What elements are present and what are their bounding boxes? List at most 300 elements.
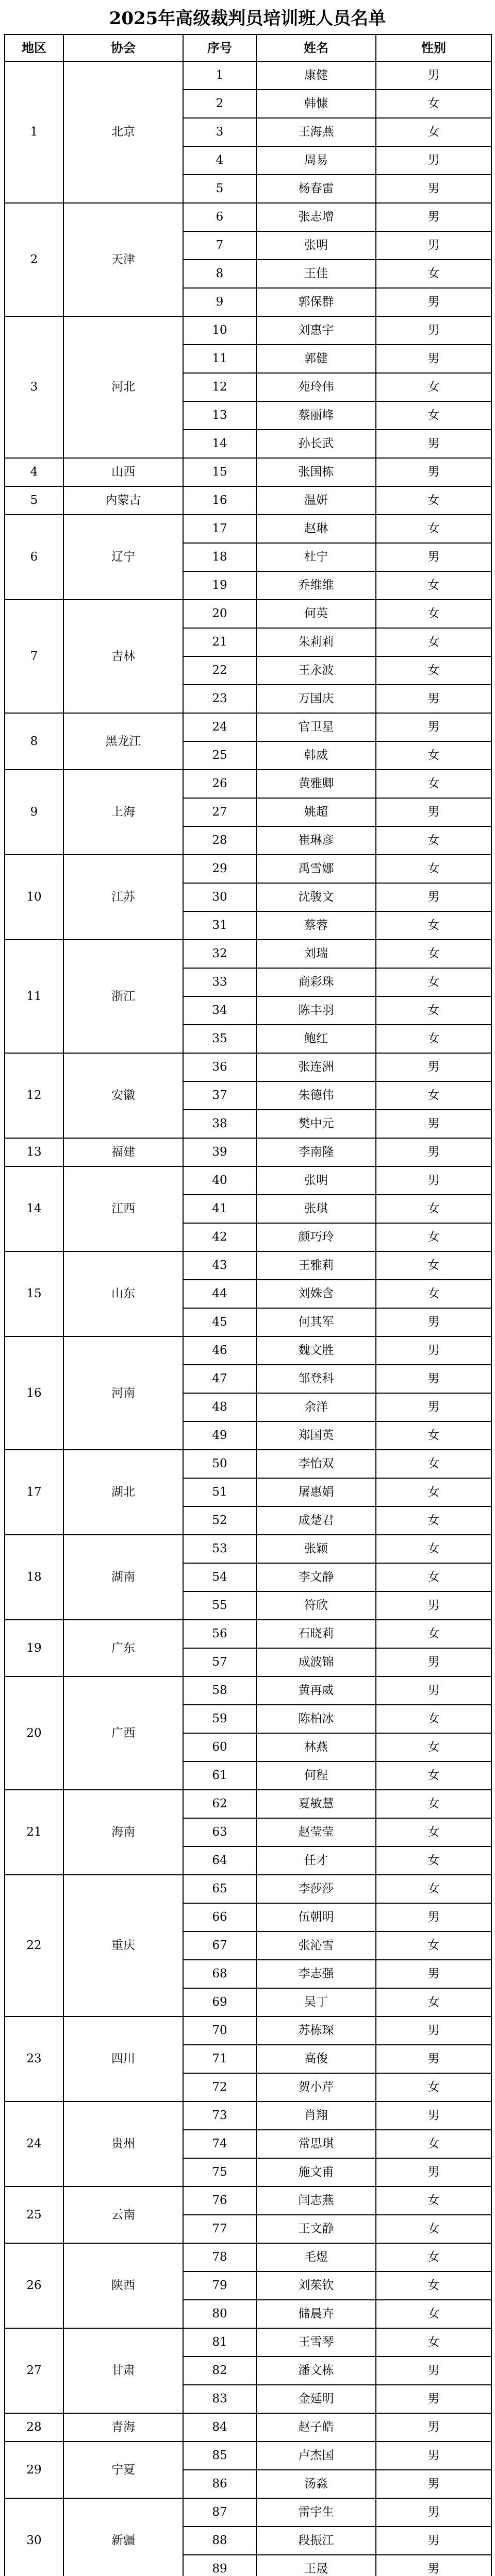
region-cell: 8 (5, 713, 63, 770)
number-cell: 84 (183, 2413, 256, 2442)
name-cell: 郑国英 (256, 1421, 376, 1450)
name-cell: 樊中元 (256, 1110, 376, 1138)
number-cell: 44 (183, 1280, 256, 1308)
number-cell: 89 (183, 2555, 256, 2576)
gender-cell: 女 (376, 628, 491, 656)
number-cell: 34 (183, 996, 256, 1025)
gender-cell: 男 (376, 430, 491, 458)
association-cell: 湖北 (63, 1450, 183, 1535)
number-cell: 76 (183, 2187, 256, 2215)
name-cell: 张明 (256, 1166, 376, 1195)
association-cell: 吉林 (63, 600, 183, 713)
name-cell: 张琪 (256, 1195, 376, 1223)
number-cell: 31 (183, 911, 256, 940)
number-cell: 39 (183, 1138, 256, 1166)
number-cell: 80 (183, 2300, 256, 2328)
number-cell: 42 (183, 1223, 256, 1251)
number-cell: 85 (183, 2442, 256, 2470)
number-cell: 71 (183, 2045, 256, 2073)
gender-cell: 女 (376, 2328, 491, 2357)
name-cell: 沈骏文 (256, 883, 376, 911)
gender-cell: 女 (376, 1875, 491, 1903)
number-cell: 68 (183, 1960, 256, 1988)
name-cell: 苑玲伟 (256, 373, 376, 401)
name-cell: 李文静 (256, 1563, 376, 1591)
gender-cell: 男 (376, 2158, 491, 2187)
region-cell: 26 (5, 2243, 63, 2328)
name-cell: 黄再威 (256, 1676, 376, 1705)
gender-cell: 男 (376, 1138, 491, 1166)
header-name: 姓名 (256, 35, 376, 61)
number-cell: 88 (183, 2527, 256, 2555)
number-cell: 2 (183, 90, 256, 118)
association-cell: 山西 (63, 458, 183, 486)
name-cell: 金延明 (256, 2385, 376, 2413)
gender-cell: 女 (376, 911, 491, 940)
gender-cell: 男 (376, 345, 491, 373)
region-cell: 22 (5, 1875, 63, 2016)
region-cell: 14 (5, 1166, 63, 1251)
gender-cell: 女 (376, 1421, 491, 1450)
number-cell: 43 (183, 1251, 256, 1280)
number-cell: 45 (183, 1308, 256, 1336)
name-cell: 施文甫 (256, 2158, 376, 2187)
gender-cell: 女 (376, 515, 491, 543)
gender-cell: 女 (376, 2243, 491, 2272)
gender-cell: 女 (376, 571, 491, 600)
gender-cell: 女 (376, 1620, 491, 1648)
association-cell: 安徽 (63, 1053, 183, 1138)
name-cell: 王雅莉 (256, 1251, 376, 1280)
region-cell: 19 (5, 1620, 63, 1676)
name-cell: 鲍红 (256, 1025, 376, 1053)
name-cell: 朱莉莉 (256, 628, 376, 656)
number-cell: 47 (183, 1365, 256, 1393)
name-cell: 赵莹莹 (256, 1818, 376, 1846)
gender-cell: 男 (376, 1110, 491, 1138)
gender-cell: 男 (376, 1336, 491, 1365)
gender-cell: 男 (376, 2102, 491, 2130)
name-cell: 何英 (256, 600, 376, 628)
gender-cell: 女 (376, 2215, 491, 2243)
gender-cell: 男 (376, 175, 491, 203)
gender-cell: 男 (376, 2016, 491, 2045)
number-cell: 14 (183, 430, 256, 458)
name-cell: 肖翔 (256, 2102, 376, 2130)
number-cell: 77 (183, 2215, 256, 2243)
number-cell: 52 (183, 1506, 256, 1535)
name-cell: 乔维维 (256, 571, 376, 600)
name-cell: 成波锦 (256, 1648, 376, 1676)
table-row (5, 770, 491, 798)
name-cell: 郭健 (256, 345, 376, 373)
association-cell: 四川 (63, 2016, 183, 2102)
name-cell: 康健 (256, 61, 376, 90)
gender-cell: 女 (376, 1761, 491, 1790)
number-cell: 78 (183, 2243, 256, 2272)
region-cell: 7 (5, 600, 63, 713)
number-cell: 57 (183, 1648, 256, 1676)
number-cell: 27 (183, 798, 256, 826)
table-row (5, 1053, 491, 1081)
number-cell: 61 (183, 1761, 256, 1790)
gender-cell: 男 (376, 2357, 491, 2385)
region-cell: 20 (5, 1676, 63, 1790)
gender-cell: 女 (376, 1818, 491, 1846)
name-cell: 刘惠宇 (256, 316, 376, 345)
table-row (5, 940, 491, 968)
number-cell: 65 (183, 1875, 256, 1903)
number-cell: 69 (183, 1988, 256, 2016)
table-body (5, 61, 491, 2576)
number-cell: 35 (183, 1025, 256, 1053)
gender-cell: 男 (376, 2442, 491, 2470)
number-cell: 26 (183, 770, 256, 798)
name-cell: 任才 (256, 1846, 376, 1875)
table-row (5, 2243, 491, 2272)
name-cell: 赵琳 (256, 515, 376, 543)
name-cell: 林燕 (256, 1733, 376, 1761)
gender-cell: 男 (376, 2385, 491, 2413)
gender-cell: 男 (376, 2498, 491, 2527)
gender-cell: 女 (376, 2073, 491, 2102)
name-cell: 余洋 (256, 1393, 376, 1421)
table-row (5, 203, 491, 231)
number-cell: 7 (183, 231, 256, 260)
gender-cell: 男 (376, 543, 491, 571)
table-row (5, 713, 491, 741)
number-cell: 50 (183, 1450, 256, 1478)
number-cell: 25 (183, 741, 256, 770)
association-cell: 贵州 (63, 2102, 183, 2187)
gender-cell: 女 (376, 260, 491, 288)
table-row (5, 2187, 491, 2215)
association-cell: 河南 (63, 1336, 183, 1450)
number-cell: 10 (183, 316, 256, 345)
number-cell: 37 (183, 1081, 256, 1110)
association-cell: 广西 (63, 1676, 183, 1790)
number-cell: 29 (183, 855, 256, 883)
page-title: 2025年高级裁判员培训班人员名单 (109, 8, 386, 29)
gender-cell: 女 (376, 1025, 491, 1053)
table-header-row (5, 35, 491, 61)
gender-cell: 男 (376, 883, 491, 911)
name-cell: 李南隆 (256, 1138, 376, 1166)
association-cell: 内蒙古 (63, 486, 183, 515)
number-cell: 56 (183, 1620, 256, 1648)
number-cell: 49 (183, 1421, 256, 1450)
association-cell: 河北 (63, 316, 183, 458)
name-cell: 张连洲 (256, 1053, 376, 1081)
region-cell: 17 (5, 1450, 63, 1535)
name-cell: 黄雅卿 (256, 770, 376, 798)
number-cell: 28 (183, 826, 256, 855)
table-row (5, 2102, 491, 2130)
number-cell: 23 (183, 685, 256, 713)
region-cell: 6 (5, 515, 63, 600)
region-cell: 15 (5, 1251, 63, 1336)
name-cell: 万国庆 (256, 685, 376, 713)
gender-cell: 女 (376, 1081, 491, 1110)
gender-cell: 女 (376, 940, 491, 968)
number-cell: 86 (183, 2470, 256, 2498)
number-cell: 36 (183, 1053, 256, 1081)
region-cell: 29 (5, 2442, 63, 2498)
gender-cell: 女 (376, 1988, 491, 2016)
number-cell: 18 (183, 543, 256, 571)
gender-cell: 男 (376, 146, 491, 175)
table-row (5, 600, 491, 628)
name-cell: 官卫星 (256, 713, 376, 741)
number-cell: 4 (183, 146, 256, 175)
name-cell: 贺小芹 (256, 2073, 376, 2102)
name-cell: 孙长武 (256, 430, 376, 458)
name-cell: 高俊 (256, 2045, 376, 2073)
gender-cell: 女 (376, 2130, 491, 2158)
name-cell: 王文静 (256, 2215, 376, 2243)
number-cell: 72 (183, 2073, 256, 2102)
name-cell: 郭保群 (256, 288, 376, 316)
association-cell: 宁夏 (63, 2442, 183, 2498)
name-cell: 吴丁 (256, 1988, 376, 2016)
gender-cell: 女 (376, 600, 491, 628)
table-row (5, 2413, 491, 2442)
name-cell: 韩威 (256, 741, 376, 770)
gender-cell: 男 (376, 203, 491, 231)
header-region: 地区 (5, 35, 63, 61)
region-cell: 16 (5, 1336, 63, 1450)
region-cell: 10 (5, 855, 63, 940)
table-row (5, 515, 491, 543)
gender-cell: 男 (376, 1308, 491, 1336)
region-cell: 25 (5, 2187, 63, 2243)
gender-cell: 男 (376, 231, 491, 260)
name-cell: 温妍 (256, 486, 376, 515)
gender-cell: 女 (376, 826, 491, 855)
table-row (5, 2498, 491, 2527)
gender-cell: 女 (376, 855, 491, 883)
gender-cell: 女 (376, 770, 491, 798)
gender-cell: 女 (376, 1450, 491, 1478)
name-cell: 李志强 (256, 1960, 376, 1988)
number-cell: 41 (183, 1195, 256, 1223)
table-row (5, 1620, 491, 1648)
region-cell: 13 (5, 1138, 63, 1166)
header-number: 序号 (183, 35, 256, 61)
name-cell: 蔡蓉 (256, 911, 376, 940)
name-cell: 王雪琴 (256, 2328, 376, 2357)
number-cell: 16 (183, 486, 256, 515)
name-cell: 何程 (256, 1761, 376, 1790)
name-cell: 苏栋琛 (256, 2016, 376, 2045)
gender-cell: 男 (376, 685, 491, 713)
name-cell: 商彩珠 (256, 968, 376, 996)
region-cell: 21 (5, 1790, 63, 1875)
table-row (5, 1251, 491, 1280)
name-cell: 张沁雪 (256, 1931, 376, 1960)
gender-cell: 女 (376, 2272, 491, 2300)
table-row (5, 458, 491, 486)
gender-cell: 女 (376, 1280, 491, 1308)
name-cell: 陈丰羽 (256, 996, 376, 1025)
region-cell: 24 (5, 2102, 63, 2187)
name-cell: 禹雪娜 (256, 855, 376, 883)
association-cell: 天津 (63, 203, 183, 316)
table-row (5, 61, 491, 90)
name-cell: 李莎莎 (256, 1875, 376, 1903)
name-cell: 蔡丽峰 (256, 401, 376, 430)
number-cell: 30 (183, 883, 256, 911)
gender-cell: 男 (376, 2470, 491, 2498)
number-cell: 9 (183, 288, 256, 316)
number-cell: 24 (183, 713, 256, 741)
association-cell: 陕西 (63, 2243, 183, 2328)
table-row (5, 1535, 491, 1563)
name-cell: 屠惠娟 (256, 1478, 376, 1506)
gender-cell: 男 (376, 1365, 491, 1393)
number-cell: 19 (183, 571, 256, 600)
number-cell: 20 (183, 600, 256, 628)
number-cell: 32 (183, 940, 256, 968)
association-cell: 北京 (63, 61, 183, 203)
gender-cell: 男 (376, 1166, 491, 1195)
table-row (5, 1166, 491, 1195)
gender-cell: 男 (376, 1903, 491, 1931)
number-cell: 58 (183, 1676, 256, 1705)
region-cell: 30 (5, 2498, 63, 2576)
region-cell: 2 (5, 203, 63, 316)
gender-cell: 男 (376, 798, 491, 826)
number-cell: 70 (183, 2016, 256, 2045)
table-row (5, 1336, 491, 1365)
gender-cell: 女 (376, 1251, 491, 1280)
gender-cell: 女 (376, 741, 491, 770)
region-cell: 28 (5, 2413, 63, 2442)
region-cell: 12 (5, 1053, 63, 1138)
number-cell: 73 (183, 2102, 256, 2130)
gender-cell: 女 (376, 1931, 491, 1960)
region-cell: 4 (5, 458, 63, 486)
gender-cell: 男 (376, 1960, 491, 1988)
name-cell: 夏敏慧 (256, 1790, 376, 1818)
gender-cell: 男 (376, 1053, 491, 1081)
region-cell: 18 (5, 1535, 63, 1620)
name-cell: 王晟 (256, 2555, 376, 2576)
name-cell: 何其军 (256, 1308, 376, 1336)
region-cell: 5 (5, 486, 63, 515)
gender-cell: 男 (376, 1676, 491, 1705)
number-cell: 81 (183, 2328, 256, 2357)
number-cell: 5 (183, 175, 256, 203)
name-cell: 刘茱钦 (256, 2272, 376, 2300)
association-cell: 江苏 (63, 855, 183, 940)
association-cell: 浙江 (63, 940, 183, 1053)
number-cell: 6 (183, 203, 256, 231)
gender-cell: 男 (376, 316, 491, 345)
header-gender: 性别 (376, 35, 491, 61)
gender-cell: 女 (376, 1733, 491, 1761)
region-cell: 1 (5, 61, 63, 203)
name-cell: 王海燕 (256, 118, 376, 146)
gender-cell: 女 (376, 1506, 491, 1535)
name-cell: 刘瑞 (256, 940, 376, 968)
name-cell: 韩慷 (256, 90, 376, 118)
gender-cell: 女 (376, 1535, 491, 1563)
number-cell: 13 (183, 401, 256, 430)
number-cell: 83 (183, 2385, 256, 2413)
gender-cell: 女 (376, 2187, 491, 2215)
gender-cell: 男 (376, 1393, 491, 1421)
name-cell: 石晓莉 (256, 1620, 376, 1648)
name-cell: 魏文胜 (256, 1336, 376, 1365)
association-cell: 湖南 (63, 1535, 183, 1620)
name-cell: 卢杰国 (256, 2442, 376, 2470)
gender-cell: 女 (376, 1846, 491, 1875)
gender-cell: 女 (376, 996, 491, 1025)
name-cell: 颜巧玲 (256, 1223, 376, 1251)
table-row (5, 1138, 491, 1166)
number-cell: 8 (183, 260, 256, 288)
name-cell: 成楚君 (256, 1506, 376, 1535)
association-cell: 辽宁 (63, 515, 183, 600)
gender-cell: 女 (376, 1195, 491, 1223)
number-cell: 3 (183, 118, 256, 146)
number-cell: 11 (183, 345, 256, 373)
name-cell: 汤淼 (256, 2470, 376, 2498)
number-cell: 12 (183, 373, 256, 401)
number-cell: 15 (183, 458, 256, 486)
number-cell: 38 (183, 1110, 256, 1138)
gender-cell: 女 (376, 1563, 491, 1591)
number-cell: 21 (183, 628, 256, 656)
name-cell: 常思琪 (256, 2130, 376, 2158)
number-cell: 75 (183, 2158, 256, 2187)
association-cell: 山东 (63, 1251, 183, 1336)
region-cell: 27 (5, 2328, 63, 2413)
name-cell: 张国栋 (256, 458, 376, 486)
name-cell: 刘姝含 (256, 1280, 376, 1308)
name-cell: 陈柏冰 (256, 1705, 376, 1733)
region-cell: 3 (5, 316, 63, 458)
association-cell: 上海 (63, 770, 183, 855)
number-cell: 33 (183, 968, 256, 996)
gender-cell: 女 (376, 373, 491, 401)
name-cell: 段振江 (256, 2527, 376, 2555)
gender-cell: 男 (376, 2555, 491, 2576)
number-cell: 1 (183, 61, 256, 90)
number-cell: 66 (183, 1903, 256, 1931)
name-cell: 杜宁 (256, 543, 376, 571)
region-cell: 9 (5, 770, 63, 855)
number-cell: 64 (183, 1846, 256, 1875)
association-cell: 海南 (63, 1790, 183, 1875)
name-cell: 朱德伟 (256, 1081, 376, 1110)
name-cell: 毛煜 (256, 2243, 376, 2272)
association-cell: 新疆 (63, 2498, 183, 2576)
table-row (5, 2016, 491, 2045)
number-cell: 40 (183, 1166, 256, 1195)
gender-cell: 男 (376, 2413, 491, 2442)
name-cell: 王永波 (256, 656, 376, 685)
name-cell: 伍朝明 (256, 1903, 376, 1931)
name-cell: 崔琳彦 (256, 826, 376, 855)
number-cell: 51 (183, 1478, 256, 1506)
number-cell: 22 (183, 656, 256, 685)
table-row (5, 1676, 491, 1705)
association-cell: 云南 (63, 2187, 183, 2243)
gender-cell: 女 (376, 1705, 491, 1733)
number-cell: 60 (183, 1733, 256, 1761)
